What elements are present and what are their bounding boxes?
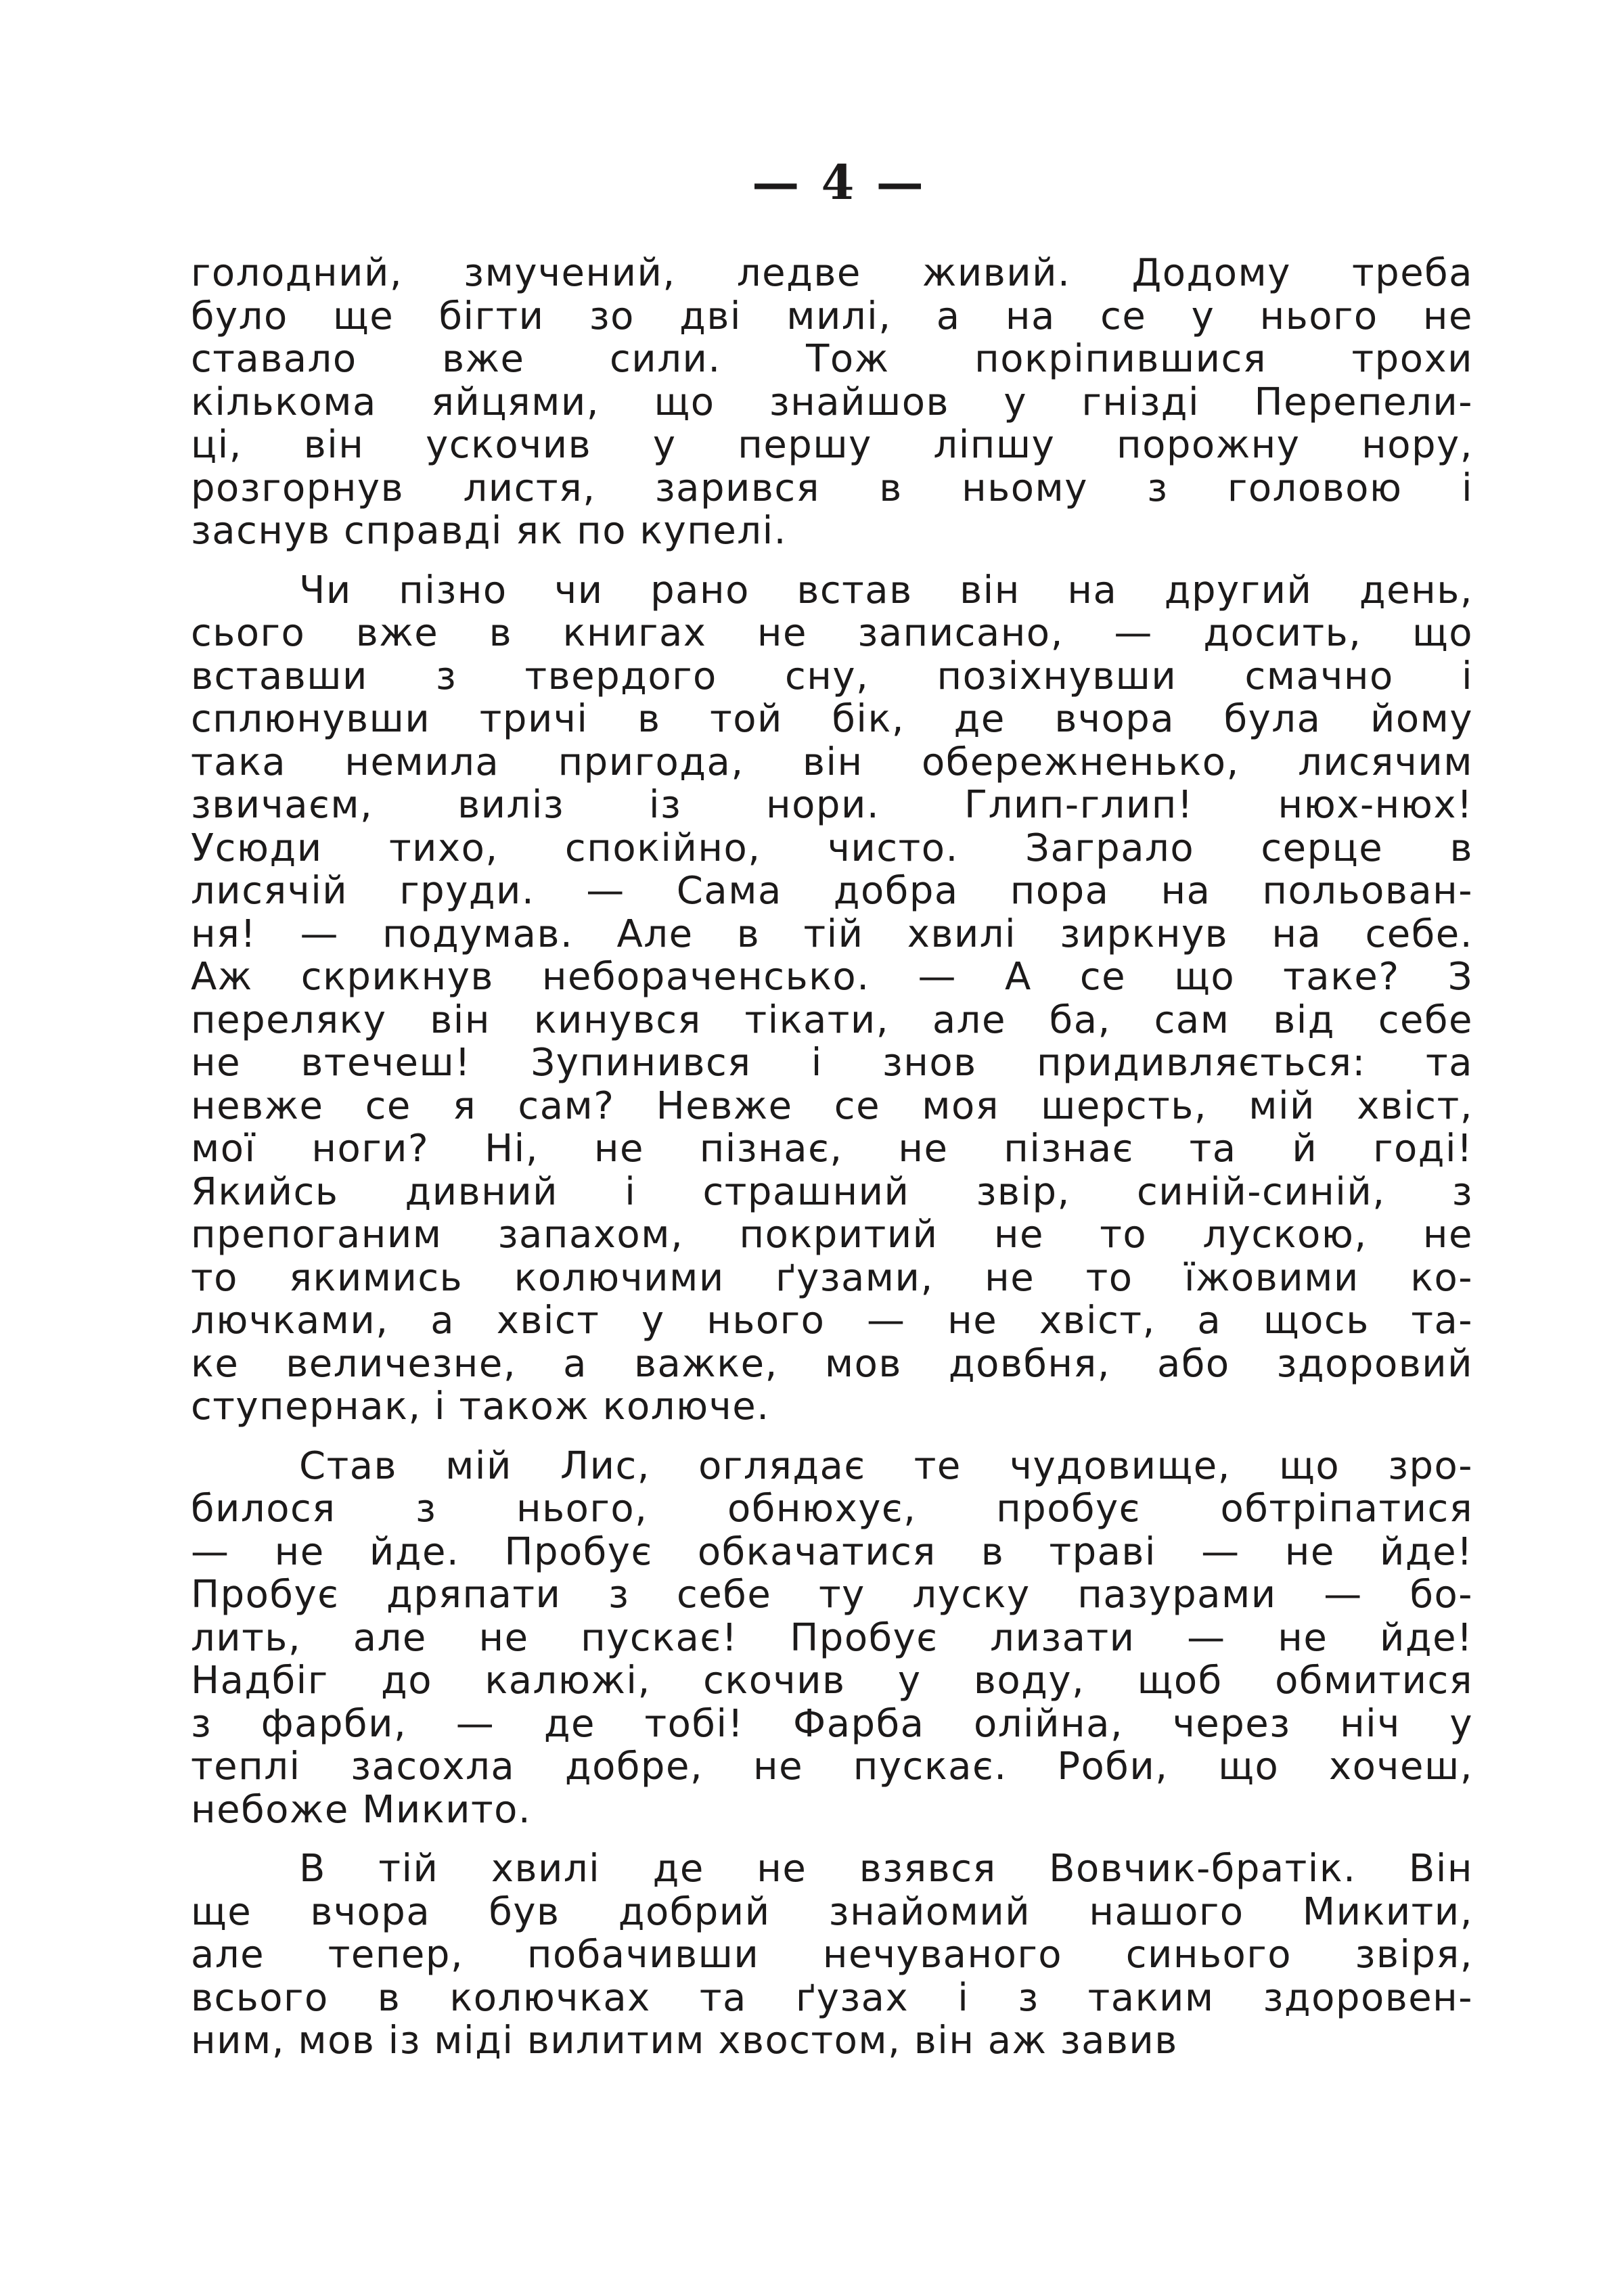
text-line: — не йде. Пробує обкачатися в траві — не йде! <box>191 1529 1473 1574</box>
paragraph <box>191 569 1473 1429</box>
text-line: ці, він ускочив у першу ліпшу порожну нору, <box>191 423 1473 467</box>
text-line: Якийсь дивний і страшний звір, синій-синій, з <box>191 1169 1473 1214</box>
text-line: Пробує дряпати з себе ту луску пазурами — бо- <box>191 1573 1473 1617</box>
text-line: з фарби, — де тобі! Фарба олійна, через ніч у <box>191 1701 1473 1746</box>
text-line: звичаєм, виліз із нори. Глип-глип! нюх-нюх! <box>191 783 1473 827</box>
text-line: Надбіг до калюжі, скочив у воду, щоб обмитися <box>191 1659 1473 1703</box>
text-line: Став мій Лис, оглядає те чудовище, що зро- <box>299 1443 1473 1488</box>
text-line: препоганим запахом, покритий не то лускою, не <box>191 1213 1473 1257</box>
text-line: ня! — подумав. Але в тій хвилі зиркнув на себе. <box>191 912 1473 956</box>
text-line: сплюнувши тричі в той бік, де вчора була йому <box>191 697 1473 741</box>
text-line: то якимись колючими ґузами, не то їжовими ко- <box>191 1255 1473 1300</box>
text-line: лисячій груди. — Сама добра пора на польован- <box>191 869 1473 913</box>
text-line: кількома яйцями, що знайшов у гнізді Перепели- <box>191 380 1473 424</box>
text-line: Усюди тихо, спокійно, чисто. Заграло серце в <box>191 826 1473 870</box>
text-line: не втечеш! Зупинився і знов придивляється: та <box>191 1041 1473 1085</box>
text-line: невже се я сам? Невже се моя шерсть, мій хвіст, <box>191 1083 1473 1128</box>
paragraph <box>191 252 1473 553</box>
text-column <box>191 252 1473 2079</box>
text-line: сього вже в книгах не записано, — досить, що <box>191 611 1473 655</box>
text-line: лючками, а хвіст у нього — не хвіст, а щось та- <box>191 1299 1473 1343</box>
page-number: — 4 — <box>752 154 926 210</box>
text-line: небоже Микито. <box>191 1787 532 1832</box>
text-line: але тепер, побачивши нечуваного синього звіря, <box>191 1933 1473 1977</box>
text-line: заснув справді як по купелі. <box>191 509 787 553</box>
text-line: розгорнув листя, зарився в ньому з головою і <box>191 466 1473 510</box>
text-line: переляку він кинувся тікати, але ба, сам від себе <box>191 997 1473 1042</box>
paragraph <box>191 1847 1473 2063</box>
text-line: ступернак, і також колюче. <box>191 1385 770 1429</box>
text-line: така немила пригода, він обережненько, лисячим <box>191 740 1473 784</box>
text-line: В тій хвилі де не взявся Вовчик-братік. Він <box>299 1847 1473 1891</box>
text-line: ке величезне, а важке, мов довбня, або здоровий <box>191 1341 1473 1386</box>
text-line: всього в колючках та ґузах і з таким здоровен- <box>191 1975 1473 2020</box>
text-line: Аж скрикнув небораченсько. — А се що таке? З <box>191 955 1473 999</box>
text-line: мої ноги? Ні, не пізнає, не пізнає та й годі! <box>191 1127 1473 1171</box>
text-line: лить, але не пускає! Пробує лизати — не йде! <box>191 1615 1473 1660</box>
text-line: Чи пізно чи рано встав він на другий день, <box>299 568 1473 612</box>
text-line: теплі засохла добре, не пускає. Роби, що хочеш, <box>191 1745 1473 1789</box>
text-line: голодний, змучений, ледве живий. Додому треба <box>191 251 1473 295</box>
text-line: билося з нього, обнюхує, пробує обтріпатися <box>191 1487 1473 1531</box>
text-line: ще вчора був добрий знайомий нашого Микити, <box>191 1889 1473 1934</box>
paragraph <box>191 1445 1473 1832</box>
text-line: ним, мов із міді вилитим хвостом, він аж завив <box>191 2019 1178 2063</box>
text-line: було ще бігти зо дві милі, а на се у нього не <box>191 294 1473 338</box>
text-line: ставало вже сили. Тож покріпившися трохи <box>191 337 1473 381</box>
text-line: вставши з твердого сну, позіхнувши смачно і <box>191 654 1473 698</box>
